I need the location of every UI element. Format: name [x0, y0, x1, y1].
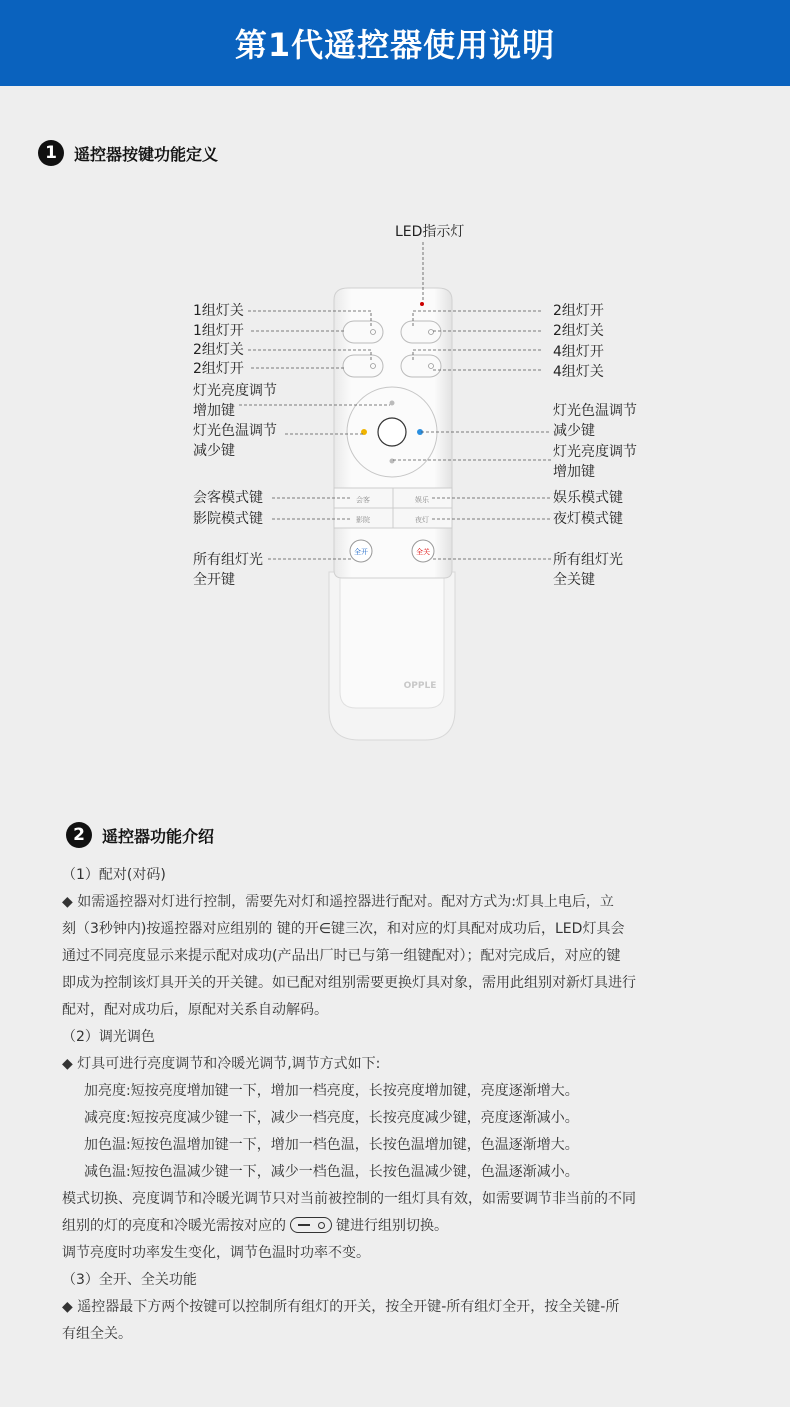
remote-diagram [0, 200, 790, 770]
left-label-10: 影院模式键 [193, 511, 263, 527]
left-label-9: 会客模式键 [193, 490, 263, 506]
left-label-12: 全开键 [193, 572, 235, 588]
right-label-1: 2组灯开 [553, 303, 604, 319]
text-line: 调节亮度时功率发生变化，调节色温时功率不变。 [62, 1245, 370, 1261]
right-label-9: 娱乐模式键 [553, 490, 623, 506]
header-banner [0, 0, 790, 86]
section-1-heading [38, 140, 218, 166]
text-line: ◆ 灯具可进行亮度调节和冷暖光调节,调节方式如下: [62, 1056, 381, 1072]
left-label-5: 灯光亮度调节 [193, 383, 277, 399]
mode-key-entertainment[interactable]: 娱乐 [415, 496, 429, 504]
group2-key[interactable] [343, 355, 383, 377]
remote-illustration [0, 200, 790, 770]
text-line: 模式切换、亮度调节和冷暖光调节只对当前被控制的一组灯具有效，如需要调节非当前的不同 [62, 1191, 636, 1207]
right-label-8: 增加键 [553, 464, 595, 480]
all-off-label: 全关 [416, 548, 430, 556]
right-label-12: 全关键 [553, 572, 595, 588]
right-label-5: 灯光色温调节 [553, 403, 637, 419]
text-line: 减色温:短按色温减少键一下，减少一档色温，长按色温减少键，色温逐渐减小。 [84, 1164, 579, 1180]
left-label-3: 2组灯关 [193, 342, 244, 358]
text-fragment: 键进行组别切换。 [336, 1218, 448, 1234]
section-number: 1 [38, 140, 64, 166]
section-number: 2 [66, 822, 92, 848]
group4-key[interactable] [401, 355, 441, 377]
left-label-2: 1组灯开 [193, 323, 244, 339]
right-label-10: 夜灯模式键 [553, 511, 623, 527]
left-label-8: 减少键 [193, 443, 235, 459]
mode-key-guest[interactable]: 会客 [356, 496, 370, 504]
mode-key-cinema[interactable]: 影院 [356, 516, 370, 524]
all-on-label: 全开 [354, 548, 368, 556]
section-title: 遥控器功能介绍 [102, 826, 215, 846]
brand-logo: OPPLE [403, 681, 437, 691]
text-line: 有组全关。 [62, 1326, 132, 1342]
right-label-4: 4组灯关 [553, 364, 604, 380]
left-label-4: 2组灯开 [193, 361, 244, 377]
left-label-1: 1组灯关 [193, 303, 244, 319]
text-line [62, 1213, 712, 1240]
text-line: 通过不同亮度显示来提示配对成功(产品出厂时已与第一组键配对）；配对完成后，对应的键 [62, 948, 621, 964]
text-line: 刻（3秒钟内)按遥控器对应组别的 键的开∈键三次，和对应的灯具配对成功后，LED灯具会 [62, 921, 625, 937]
text-line: 加亮度:短按亮度增加键一下，增加一档亮度，长按亮度增加键，亮度逐渐增大。 [84, 1083, 579, 1099]
text-fragment: 组别的灯的亮度和冷暖光需按对应的 [62, 1218, 286, 1234]
section-title: 遥控器按键功能定义 [74, 144, 219, 164]
text-line: ◆ 遥控器最下方两个按键可以控制所有组灯的开关，按全开键-所有组灯全开，按全关键-所 [62, 1299, 620, 1315]
right-label-11: 所有组灯光 [553, 552, 623, 568]
led-indicator-icon [420, 302, 424, 306]
text-line: ◆ 如需遥控器对灯进行控制，需要先对灯和遥控器进行配对。配对方式为:灯具上电后，立 [62, 894, 614, 910]
instructions-body [62, 862, 712, 1348]
left-label-6: 增加键 [193, 403, 235, 419]
group1-key[interactable] [343, 321, 383, 343]
page-title: 第1代遥控器使用说明 [234, 26, 556, 64]
text-line: （3）全开、全关功能 [62, 1272, 197, 1288]
brightness-up-icon [390, 401, 395, 406]
group3-key[interactable] [401, 321, 441, 343]
left-label-11: 所有组灯光 [193, 552, 263, 568]
led-label: LED指示灯 [395, 224, 465, 240]
group-switch-button[interactable] [378, 418, 406, 446]
text-line: 配对，配对成功后，原配对关系自动解码。 [62, 1002, 328, 1018]
right-label-2: 2组灯关 [553, 323, 604, 339]
brightness-down-icon [390, 459, 395, 464]
left-label-7: 灯光色温调节 [193, 423, 277, 439]
mode-key-night[interactable]: 夜灯 [415, 516, 429, 524]
right-label-6: 减少键 [553, 423, 595, 439]
text-line: 即成为控制该灯具开关的开关键。如已配对组别需要更换灯具对象，需用此组别对新灯具进行 [62, 975, 636, 991]
group-switch-key-icon [290, 1217, 332, 1233]
right-label-3: 4组灯开 [553, 344, 604, 360]
text-line: （2）调光调色 [62, 1029, 155, 1045]
section-2-heading [66, 822, 214, 848]
text-line: （1）配对(对码) [62, 867, 166, 883]
text-line: 加色温:短按色温增加键一下，增加一档色温，长按色温增加键，色温逐渐增大。 [84, 1137, 579, 1153]
text-line: 减亮度:短按亮度减少键一下，减少一档亮度，长按亮度减少键，亮度逐渐减小。 [84, 1110, 579, 1126]
right-label-7: 灯光亮度调节 [553, 444, 637, 460]
